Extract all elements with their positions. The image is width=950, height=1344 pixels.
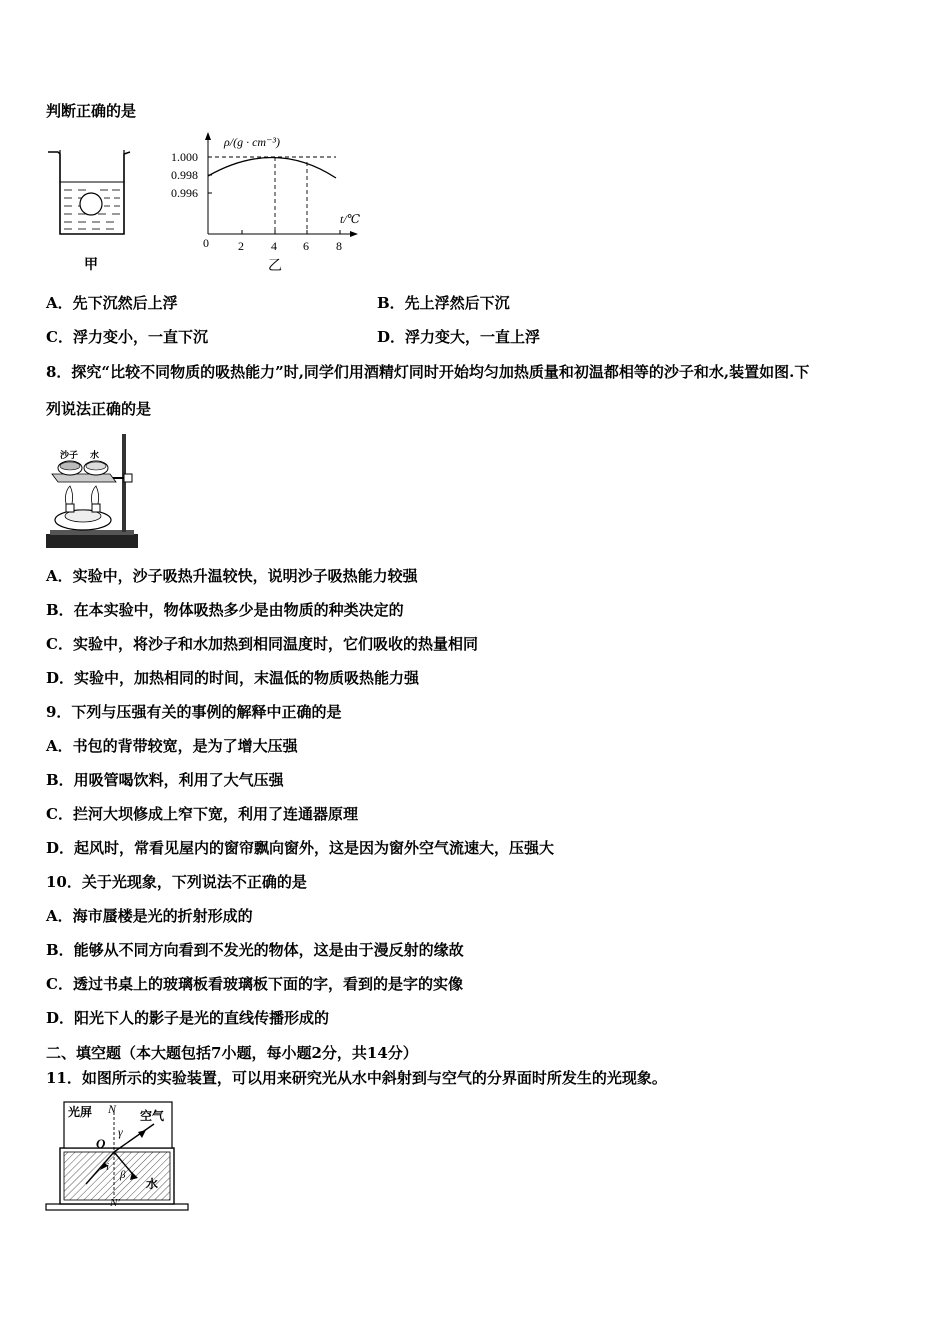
section2-title: 二、填空题（本大题包括7小题，每小题2分，共14分） <box>46 1044 418 1062</box>
x-tick-4: 4 <box>271 239 277 253</box>
q9-option-a: A．书包的背带较宽，是为了增大压强 <box>46 737 298 755</box>
q8-option-d: D．实验中，加热相同的时间，末温低的物质吸热能力强 <box>46 669 420 687</box>
x-tick-2: 2 <box>238 239 244 253</box>
q11-refraction-figure <box>44 1098 192 1216</box>
q8-stem-line1: 8．探究“比较不同物质的吸热能力”时,同学们用酒精灯同时开始均匀加热质量和初温都相等的沙子和水,装置如图.下 <box>46 363 810 381</box>
q7-option-c: C．浮力变小，一直下沉 <box>46 328 208 346</box>
x-tick-0: 0 <box>203 236 209 250</box>
q10-stem: 10．关于光现象，下列说法不正确的是 <box>46 873 307 891</box>
q10-option-c: C．透过书桌上的玻璃板看玻璃板下面的字，看到的是字的实像 <box>46 975 463 993</box>
q8-option-b: B．在本实验中，物体吸热多少是由物质的种类决定的 <box>46 601 404 619</box>
q9-stem: 9．下列与压强有关的事例的解释中正确的是 <box>46 703 342 721</box>
q8-option-c: C．实验中，将沙子和水加热到相同温度时，它们吸收的热量相同 <box>46 635 478 653</box>
q10-option-d: D．阳光下人的影子是光的直线传播形成的 <box>46 1009 330 1027</box>
q11-label-gamma: γ <box>118 1125 123 1139</box>
q11-label-n-prime: N' <box>110 1197 120 1209</box>
q7-option-b: B．先上浮然后下沉 <box>377 294 510 312</box>
y-tick-0998: 0.998 <box>171 168 198 182</box>
q7-stem-tail: 判断正确的是 <box>46 102 137 120</box>
q11-label-air: 空气 <box>140 1109 165 1123</box>
q11-label-screen: 光屏 <box>68 1105 93 1119</box>
q9-option-c: C．拦河大坝修成上窄下宽，利用了连通器原理 <box>46 805 358 823</box>
q11-label-water: 水 <box>146 1177 159 1191</box>
q7-fig-yi-caption: 乙 <box>268 258 282 274</box>
q11-label-n: N <box>108 1102 117 1116</box>
x-tick-6: 6 <box>303 239 309 253</box>
q8-heating-apparatus-figure <box>44 430 144 552</box>
q7-option-d: D．浮力变大，一直上浮 <box>377 328 541 346</box>
y-tick-0996: 0.996 <box>171 186 198 200</box>
q8-label-sand: 沙子 <box>60 450 79 460</box>
graph-xlabel: t/℃ <box>340 212 361 226</box>
q11-stem: 11．如图所示的实验装置，可以用来研究光从水中斜射到与空气的分界面时所发生的光现象。 <box>46 1069 667 1087</box>
q9-option-b: B．用吸管喝饮料，利用了大气压强 <box>46 771 284 789</box>
q8-option-a: A．实验中，沙子吸热升温较快，说明沙子吸热能力较强 <box>46 567 418 585</box>
x-tick-8: 8 <box>336 239 342 253</box>
q8-label-water: 水 <box>90 450 100 460</box>
graph-ylabel: ρ/(g · cm⁻³) <box>224 135 281 149</box>
q8-stem-line2: 列说法正确的是 <box>46 400 152 418</box>
q7-fig-jia-caption: 甲 <box>84 257 98 273</box>
q11-label-o: O <box>96 1136 106 1151</box>
q11-label-beta: β <box>120 1169 126 1181</box>
q7-option-a: A．先下沉然后上浮 <box>46 294 178 312</box>
y-tick-1000: 1.000 <box>171 150 198 164</box>
q9-option-d: D．起风时，常看见屋内的窗帘飘向窗外，这是因为窗外空气流速大，压强大 <box>46 839 555 857</box>
q10-option-b: B．能够从不同方向看到不发光的物体，这是由于漫反射的缘故 <box>46 941 464 959</box>
q10-option-a: A．海市蜃楼是光的折射形成的 <box>46 907 253 925</box>
q11-label-i: i <box>106 1161 110 1173</box>
q7-density-graph <box>168 130 378 255</box>
